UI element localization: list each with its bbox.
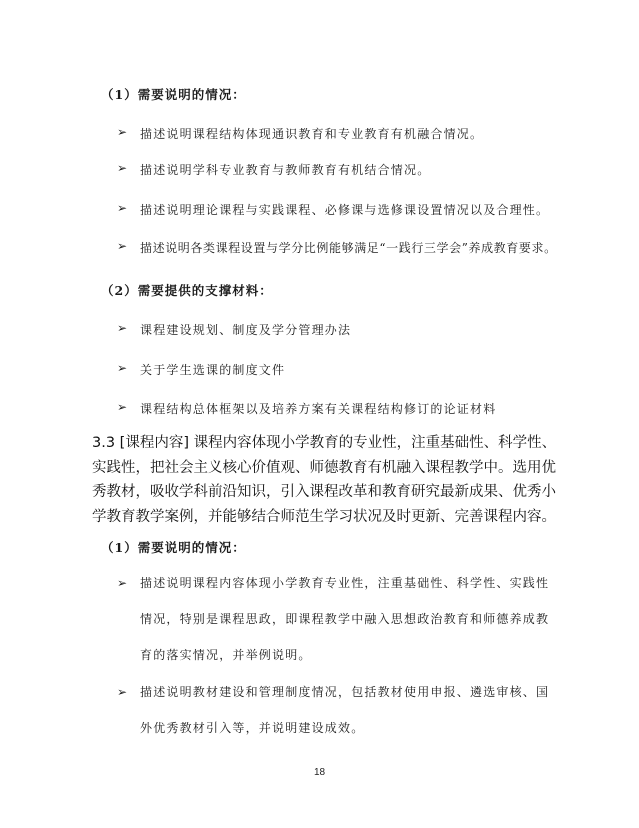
bullet-arrow-icon: ➢ — [117, 361, 128, 375]
list-item-text: 描述说明学科专业教育与教师教育有机结合情况。 — [140, 163, 431, 177]
section-3-3-paragraph: 3.3 [课程内容] 课程内容体现小学教育的专业性，注重基础性、科学性、实践性，把社会主义核心价值观、师德教育有机融入课程教学中。选用优秀教材，吸收学科前沿知识，引入课程改革和教育研究最新成果、优秀小学教育教学案例，并能够结合师范生学习状况及时更新、完善课程内容。 — [92, 435, 557, 525]
section-heading-situation: （1）需要说明的情况： — [101, 87, 246, 102]
bullet-arrow-icon: ➢ — [117, 239, 128, 253]
list-item-text: 描述说明各类课程设置与学分比例能够满足“一践行三学会”养成教育要求。 — [140, 241, 557, 255]
page-number: 18 — [313, 767, 326, 778]
list-item-text: 课程结构总体框架以及培养方案有关课程结构修订的论证材料 — [140, 402, 497, 416]
section-heading-situation: （1）需要说明的情况： — [101, 540, 246, 555]
list-item-text: 描述说明课程结构体现通识教育和专业教育有机融合情况。 — [140, 127, 484, 141]
list-item-text: 描述说明教材建设和管理制度情况，包括教材使用申报、遴选审核、国外优秀教材引入等，并说明建设成效。 — [140, 685, 550, 735]
list-item-text: 描述说明理论课程与实践课程、必修课与选修课设置情况以及合理性。 — [140, 203, 550, 217]
bullet-arrow-icon: ➢ — [117, 400, 128, 414]
bullet-arrow-icon: ➢ — [117, 125, 128, 139]
list-item-text: 描述说明课程内容体现小学教育专业性，注重基础性、科学性、实践性情况，特别是课程思政，即课程教学中融入思想政治教育和师德养成教育的落实情况，并举例说明。 — [140, 576, 550, 662]
bullet-arrow-icon: ➢ — [117, 685, 128, 699]
bullet-arrow-icon: ➢ — [117, 161, 128, 175]
bullet-arrow-icon: ➢ — [117, 201, 128, 215]
section-heading-materials: （2）需要提供的支撑材料： — [101, 283, 273, 298]
bullet-arrow-icon: ➢ — [117, 321, 128, 335]
list-item-text: 课程建设规划、制度及学分管理办法 — [140, 323, 352, 337]
list-item-text: 关于学生选课的制度文件 — [140, 363, 286, 377]
bullet-arrow-icon: ➢ — [117, 576, 128, 590]
